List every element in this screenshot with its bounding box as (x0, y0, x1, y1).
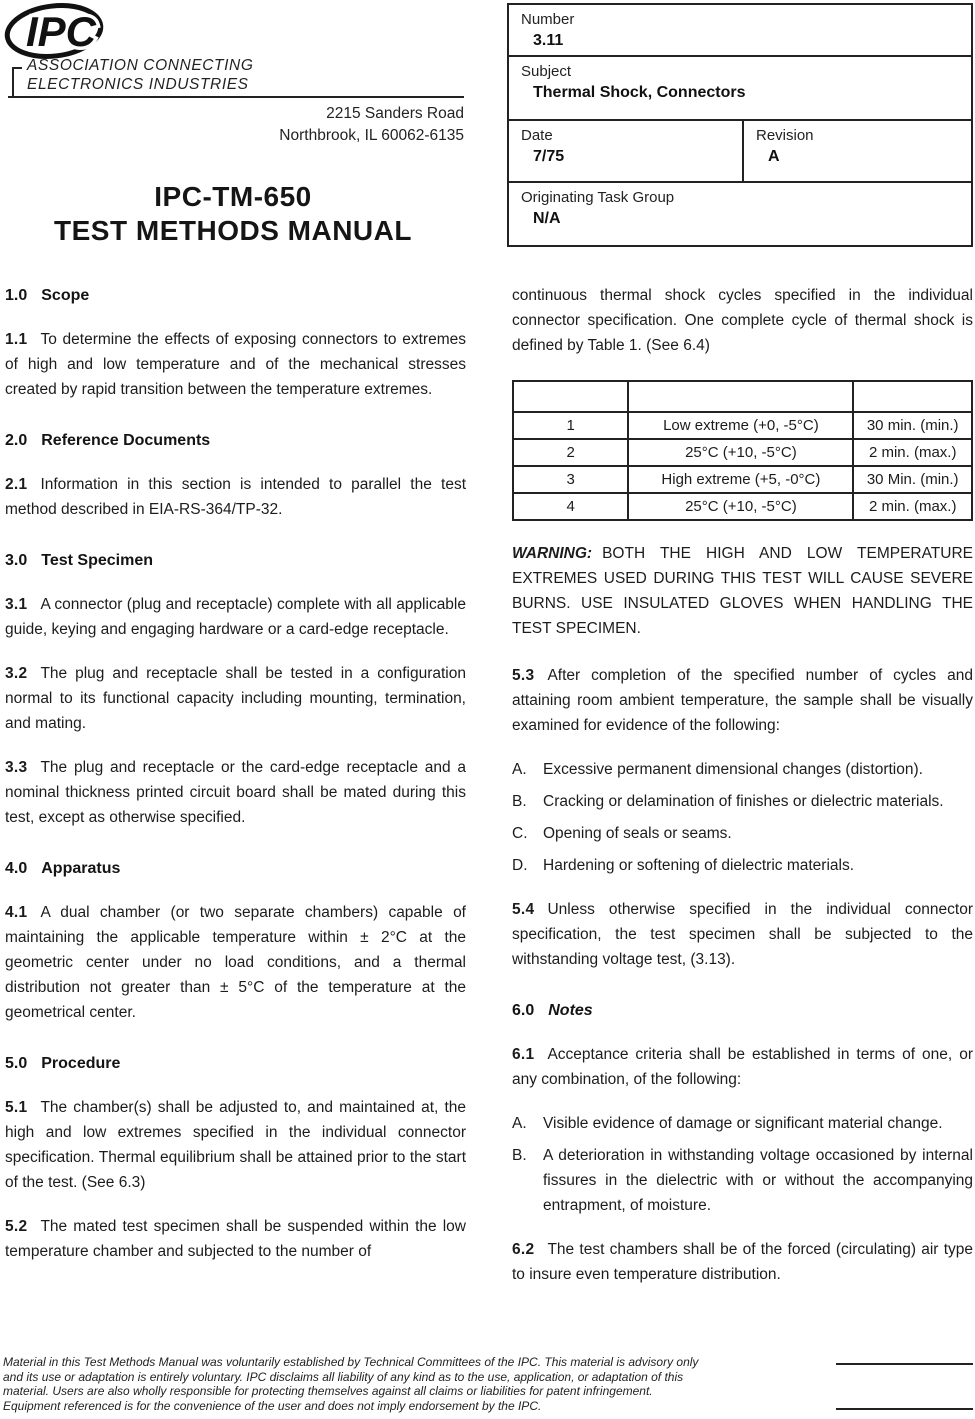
section-heading-6-0 (512, 998, 973, 1023)
revision-value: A (768, 148, 780, 165)
paragraph-text: The mated test specimen shall be suspended within the low temperature chamber and subjected to the number of (5, 1218, 466, 1260)
paragraph-2-1 (5, 472, 466, 522)
info-task-group-cell (509, 183, 971, 243)
section-number: 5.0 (5, 1055, 28, 1072)
paragraph-text: A connector (plug and receptacle) complete with all applicable guide, keying and engaging hardware or a card-edge receptacle. (5, 596, 466, 638)
info-number-cell (509, 5, 971, 57)
table-header-cell (628, 381, 853, 412)
list-item-letter: A. (512, 761, 527, 778)
paragraph-number: 3.3 (5, 759, 28, 776)
date-label: Date (521, 127, 553, 144)
paragraph-number: 3.1 (5, 596, 28, 613)
temperature-cell: 25°C (+10, -5°C) (628, 439, 853, 466)
footer-disclaimer (3, 1355, 723, 1413)
table-header-cell (853, 381, 972, 412)
paragraph-text: After completion of the specified number of cycles and attaining room ambient temperature, the sample shall be visually examined for evidence of the following: (512, 667, 973, 734)
list-item (512, 853, 973, 878)
table-1-thermal-shock-cycle (512, 380, 973, 521)
list-item-letter: C. (512, 825, 528, 842)
paragraph-5-2-continuation: continuous thermal shock cycles specified in the individual connector specification. One complete cycle of thermal shock is defined by Table 1. (See 6.4) (512, 287, 973, 354)
section-heading-5-0 (5, 1051, 466, 1076)
paragraph-5-3 (512, 663, 973, 738)
number-label: Number (521, 11, 575, 28)
section-title: Reference Documents (41, 432, 211, 449)
body-columns (5, 283, 973, 1306)
section-number: 1.0 (5, 287, 28, 304)
list-6-1 (512, 1111, 973, 1218)
list-item (512, 821, 973, 846)
section-heading-4-0 (5, 856, 466, 881)
table-header-row (513, 381, 972, 412)
list-item-text: Visible evidence of damage or significant material change. (543, 1115, 943, 1132)
paragraph-5-1 (5, 1095, 466, 1195)
list-5-3 (512, 757, 973, 878)
section-title: Apparatus (41, 860, 121, 877)
step-cell: 1 (513, 412, 628, 439)
section-number: 4.0 (5, 860, 28, 877)
step-cell: 4 (513, 493, 628, 520)
list-item-letter: B. (512, 1147, 527, 1164)
warning-label: WARNING: (512, 545, 593, 562)
paragraph-number: 4.1 (5, 904, 28, 921)
paragraph-3-1 (5, 592, 466, 642)
address (0, 103, 464, 147)
paragraph-text: Unless otherwise specified in the individual connector specification, the test specimen shall be subjected to the withstanding voltage test, (3.13). (512, 901, 973, 968)
table-header-cell (513, 381, 628, 412)
paragraph-number: 6.2 (512, 1241, 535, 1258)
paragraph-text: Acceptance criteria shall be established in terms of one, or any combination, of the following: (512, 1046, 973, 1088)
subject-value: Thermal Shock, Connectors (533, 84, 746, 101)
section-title: Procedure (41, 1055, 121, 1072)
paragraph-number: 5.3 (512, 667, 535, 684)
list-item-letter: D. (512, 857, 528, 874)
paragraph-number: 6.1 (512, 1046, 535, 1063)
paragraph-4-1 (5, 900, 466, 1025)
title-line1: IPC-TM-650 (154, 181, 312, 212)
section-title: Scope (41, 287, 90, 304)
list-item-letter: B. (512, 793, 527, 810)
info-date-cell (509, 121, 744, 181)
list-item (512, 1143, 973, 1218)
association-line2: ELECTRONICS INDUSTRIES (27, 76, 249, 93)
paragraph-text: The chamber(s) shall be adjusted to, and maintained at, the high and low extremes specified in the individual connector specification. Thermal equilibrium shall be attained prior to the start of the test. (See 6.3) (5, 1099, 466, 1191)
ipc-logo-swoosh (4, 2, 130, 62)
paragraph-number: 2.1 (5, 476, 28, 493)
paragraph-text: The plug and receptacle shall be tested in a configuration normal to its functional capacity including mounting, termination, and mating. (5, 665, 466, 732)
title-line2: TEST METHODS MANUAL (54, 215, 412, 246)
paragraph-6-2 (512, 1237, 973, 1287)
document-title (0, 180, 466, 248)
footer-rule-bottom (836, 1408, 973, 1410)
number-value: 3.11 (533, 32, 564, 49)
paragraph-text: The test chambers shall be of the forced (circulating) air type to insure even temperature distribution. (512, 1241, 973, 1283)
section-number: 3.0 (5, 552, 28, 569)
list-item-letter: A. (512, 1115, 527, 1132)
section-heading-3-0 (5, 548, 466, 573)
section-number: 6.0 (512, 1002, 535, 1019)
list-item (512, 757, 973, 782)
temperature-cell: High extreme (+5, -0°C) (628, 466, 853, 493)
paragraph-1-1 (5, 327, 466, 402)
date-value: 7/75 (533, 148, 565, 165)
section-heading-1-0 (5, 283, 466, 308)
paragraph-3-3 (5, 755, 466, 830)
ipc-logo-text: IPC (26, 8, 97, 55)
list-item-text: Cracking or delamination of finishes or dielectric materials. (543, 793, 944, 810)
temperature-cell: 25°C (+10, -5°C) (628, 493, 853, 520)
paragraph-number: 5.1 (5, 1099, 28, 1116)
footer-line2: and its use or adaptation is entirely voluntary. IPC disclaims all liability of any kind as to the use, application, or adaptation of this (3, 1369, 684, 1384)
footer-rule-top (836, 1363, 973, 1365)
list-item-text: Opening of seals or seams. (543, 825, 732, 842)
address-line1: 2215 Sanders Road (326, 105, 464, 122)
task-group-value: N/A (533, 210, 561, 227)
left-column (5, 283, 466, 1306)
list-item-text: A deterioration in withstanding voltage occasioned by internal fissures in the dielectric with or without the accompanying entrapment, of moisture. (543, 1147, 973, 1214)
address-line2: Northbrook, IL 60062-6135 (279, 127, 464, 144)
paragraph-text: A dual chamber (or two separate chambers) capable of maintaining the applicable temperature within ± 2°C at the geometric center under no load conditions, and a thermal distribution not greater than ± 5°C of the temperature at the geometrical center. (5, 904, 466, 1021)
paragraph-text: To determine the effects of exposing connectors to extremes of high and low temperature and of the mechanical stresses created by rapid transition between the temperature extremes. (5, 331, 466, 398)
table-row (513, 412, 972, 439)
revision-label: Revision (756, 127, 814, 144)
list-item-text: Hardening or softening of dielectric materials. (543, 857, 855, 874)
paragraph-number: 5.2 (5, 1218, 28, 1235)
paragraph-number: 1.1 (5, 331, 28, 348)
table-row (513, 493, 972, 520)
association-line1: ASSOCIATION CONNECTING (27, 57, 254, 74)
warning-text: BOTH THE HIGH AND LOW TEMPERATURE EXTREMES USED DURING THIS TEST WILL CAUSE SEVERE BURNS. USE INSULATED GLOVES WHEN HANDLING THE TEST SPECIMEN. (512, 545, 973, 637)
footer-line3: material. Users are also wholly responsible for protecting themselves against all claims or liabilities for patent infringement. (3, 1384, 653, 1398)
paragraph-text: The plug and receptacle or the card-edge receptacle and a nominal thickness printed circuit board shall be mated during this test, except as otherwise specified. (5, 759, 466, 826)
list-item (512, 789, 973, 814)
section-heading-2-0 (5, 428, 466, 453)
header-rule (8, 96, 464, 98)
subject-label: Subject (521, 63, 572, 80)
duration-cell: 30 min. (min.) (853, 412, 972, 439)
paragraph-5-4 (512, 897, 973, 972)
paragraph-text: Information in this section is intended to parallel the test method described in EIA-RS-364/TP-32. (5, 476, 466, 518)
paragraph-number: 5.4 (512, 901, 535, 918)
info-box (507, 3, 973, 247)
temperature-cell: Low extreme (+0, -5°C) (628, 412, 853, 439)
paragraph-6-1 (512, 1042, 973, 1092)
section-title: Test Specimen (41, 552, 153, 569)
list-item-text: Excessive permanent dimensional changes (distortion). (543, 761, 923, 778)
info-revision-cell (744, 121, 971, 181)
info-subject-cell (509, 57, 971, 121)
paragraph-3-2 (5, 661, 466, 736)
paragraph-5-2 (5, 1214, 466, 1264)
paragraph-number: 3.2 (5, 665, 28, 682)
info-date-revision-row (509, 121, 971, 183)
section-number: 2.0 (5, 432, 28, 449)
warning-paragraph (512, 541, 973, 641)
list-item (512, 1111, 973, 1136)
duration-cell: 30 Min. (min.) (853, 466, 972, 493)
step-cell: 3 (513, 466, 628, 493)
right-column (512, 283, 973, 1306)
duration-cell: 2 min. (max.) (853, 439, 972, 466)
association-name (27, 56, 253, 94)
association-bracket-line (12, 67, 14, 97)
duration-cell: 2 min. (max.) (853, 493, 972, 520)
table-row (513, 439, 972, 466)
step-cell: 2 (513, 439, 628, 466)
task-group-label: Originating Task Group (521, 189, 675, 206)
table-row (513, 466, 972, 493)
footer-line4: Equipment referenced is for the convenience of the user and does not imply endorsement by the IPC. (3, 1398, 542, 1413)
section-title: Notes (548, 1002, 593, 1019)
footer-line1: Material in this Test Methods Manual was voluntarily established by Technical Committees of the IPC. This material is advisory only (3, 1355, 699, 1369)
